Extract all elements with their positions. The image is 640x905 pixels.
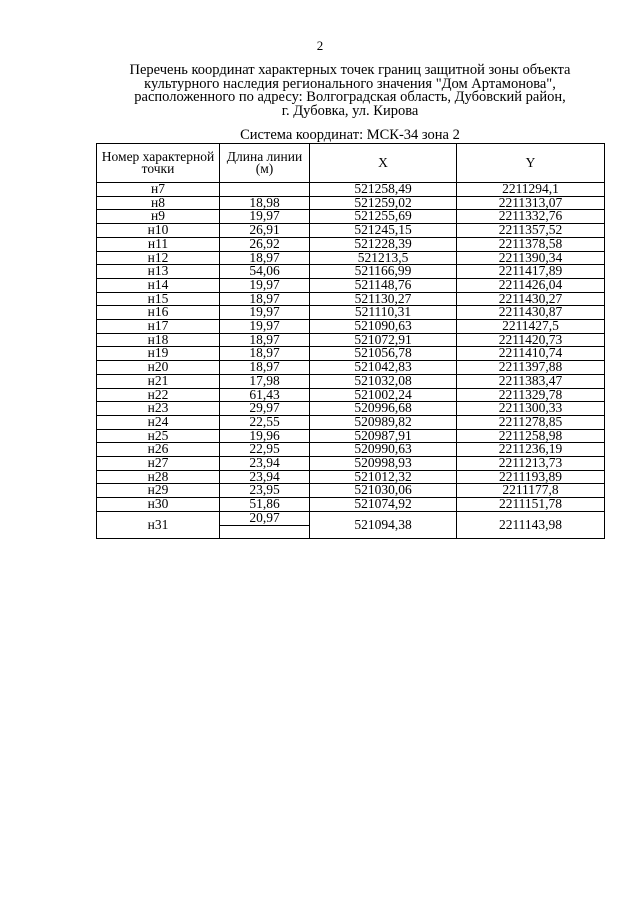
y-coordinate-cell: 2211390,34 <box>457 251 605 265</box>
x-coordinate-cell: 521245,15 <box>310 224 457 238</box>
line-length-cell: 18,97 <box>220 361 310 375</box>
y-coordinate-cell: 2211313,07 <box>457 196 605 210</box>
y-coordinate-cell: 2211332,76 <box>457 210 605 224</box>
line-length-cell: 29,97 <box>220 402 310 416</box>
x-coordinate-cell: 521074,92 <box>310 498 457 512</box>
line-length-cell: 22,95 <box>220 443 310 457</box>
line-length-cell: 61,43 <box>220 388 310 402</box>
line-length-cell: 20,97 <box>220 511 310 525</box>
y-coordinate-cell: 2211397,88 <box>457 361 605 375</box>
point-id-cell: н24 <box>97 415 220 429</box>
header-y: Y <box>457 144 605 183</box>
point-id-cell: н19 <box>97 347 220 361</box>
line-length-cell: 22,55 <box>220 415 310 429</box>
x-coordinate-cell: 520990,63 <box>310 443 457 457</box>
line-length-cell: 19,96 <box>220 429 310 443</box>
x-coordinate-cell: 521012,32 <box>310 470 457 484</box>
x-coordinate-cell: 521130,27 <box>310 292 457 306</box>
line-length-cell: 18,97 <box>220 347 310 361</box>
table-row <box>97 210 605 224</box>
y-coordinate-cell: 2211236,19 <box>457 443 605 457</box>
x-coordinate-cell: 521110,31 <box>310 306 457 320</box>
table-row <box>97 402 605 416</box>
x-coordinate-cell: 521255,69 <box>310 210 457 224</box>
point-id-cell: н25 <box>97 429 220 443</box>
point-id-cell: н11 <box>97 237 220 251</box>
x-coordinate-cell: 521090,63 <box>310 320 457 334</box>
title-line: расположенного по адресу: Волгоградская область, Дубовский район, <box>134 89 566 105</box>
x-coordinate-cell: 520989,82 <box>310 415 457 429</box>
table-row <box>97 320 605 334</box>
table-row <box>97 278 605 292</box>
table-row <box>97 511 605 525</box>
point-id-cell: н17 <box>97 320 220 334</box>
x-coordinate-cell: 521072,91 <box>310 333 457 347</box>
x-coordinate-cell: 520996,68 <box>310 402 457 416</box>
y-coordinate-cell: 2211278,85 <box>457 415 605 429</box>
y-coordinate-cell: 2211378,58 <box>457 237 605 251</box>
line-length-cell: 19,97 <box>220 306 310 320</box>
line-length-cell: 23,95 <box>220 484 310 498</box>
y-coordinate-cell: 2211151,78 <box>457 498 605 512</box>
line-length-cell: 18,97 <box>220 333 310 347</box>
y-coordinate-cell: 2211329,78 <box>457 388 605 402</box>
line-length-cell: 23,94 <box>220 457 310 471</box>
x-coordinate-cell: 521228,39 <box>310 237 457 251</box>
x-coordinate-cell: 521259,02 <box>310 196 457 210</box>
line-length-cell: 19,97 <box>220 278 310 292</box>
table-row <box>97 196 605 210</box>
x-coordinate-cell: 521213,5 <box>310 251 457 265</box>
table-row <box>97 361 605 375</box>
table-row <box>97 183 605 197</box>
table-body <box>97 183 605 539</box>
line-length-cell: 18,98 <box>220 196 310 210</box>
x-coordinate-cell: 520998,93 <box>310 457 457 471</box>
table-row <box>97 429 605 443</box>
length-cell-empty <box>220 183 310 197</box>
line-length-cell: 18,97 <box>220 292 310 306</box>
document-title <box>100 64 600 118</box>
point-id-cell: н7 <box>97 183 220 197</box>
y-coordinate-cell: 2211143,98 <box>457 511 605 538</box>
y-coordinate-cell: 2211430,87 <box>457 306 605 320</box>
point-id-cell: н18 <box>97 333 220 347</box>
y-coordinate-cell: 2211427,5 <box>457 320 605 334</box>
x-coordinate-cell: 521042,83 <box>310 361 457 375</box>
y-coordinate-cell: 2211193,89 <box>457 470 605 484</box>
header-line-length: Длина линии (м) <box>220 144 310 183</box>
point-id-cell: н8 <box>97 196 220 210</box>
y-coordinate-cell: 2211420,73 <box>457 333 605 347</box>
header-x: X <box>310 144 457 183</box>
point-id-cell: н14 <box>97 278 220 292</box>
table-row <box>97 237 605 251</box>
table-row <box>97 374 605 388</box>
line-length-cell: 54,06 <box>220 265 310 279</box>
table-row <box>97 333 605 347</box>
point-id-cell: н27 <box>97 457 220 471</box>
coordinates-table <box>96 143 605 539</box>
line-length-cell: 18,97 <box>220 251 310 265</box>
table-row <box>97 484 605 498</box>
table-row <box>97 224 605 238</box>
x-coordinate-cell: 521056,78 <box>310 347 457 361</box>
point-id-cell: н20 <box>97 361 220 375</box>
x-coordinate-cell: 521032,08 <box>310 374 457 388</box>
line-length-cell: 26,92 <box>220 237 310 251</box>
point-id-cell: н10 <box>97 224 220 238</box>
table-row <box>97 470 605 484</box>
point-id-cell: н13 <box>97 265 220 279</box>
table-row <box>97 292 605 306</box>
point-id-cell: н16 <box>97 306 220 320</box>
y-coordinate-cell: 2211410,74 <box>457 347 605 361</box>
x-coordinate-cell: 521002,24 <box>310 388 457 402</box>
coordinate-system-label: Система координат: МСК-34 зона 2 <box>240 127 460 143</box>
table-row <box>97 457 605 471</box>
y-coordinate-cell: 2211213,73 <box>457 457 605 471</box>
y-coordinate-cell: 2211258,98 <box>457 429 605 443</box>
table-row <box>97 415 605 429</box>
line-length-cell: 23,94 <box>220 470 310 484</box>
point-id-cell: н12 <box>97 251 220 265</box>
point-id-cell: н21 <box>97 374 220 388</box>
y-coordinate-cell: 2211383,47 <box>457 374 605 388</box>
table-row <box>97 265 605 279</box>
point-id-cell: н15 <box>97 292 220 306</box>
y-coordinate-cell: 2211357,52 <box>457 224 605 238</box>
y-coordinate-cell: 2211430,27 <box>457 292 605 306</box>
point-id-cell: н26 <box>97 443 220 457</box>
title-line: культурного наследия регионального значения "Дом Артамонова", <box>144 75 556 92</box>
point-id-cell: н30 <box>97 498 220 512</box>
page-number: 2 <box>316 38 324 53</box>
table-row <box>97 498 605 512</box>
length-cell-empty <box>220 525 310 539</box>
x-coordinate-cell: 521094,38 <box>310 511 457 538</box>
table-row <box>97 388 605 402</box>
line-length-cell: 19,97 <box>220 210 310 224</box>
table-row <box>97 443 605 457</box>
line-length-cell: 51,86 <box>220 498 310 512</box>
point-id-cell: н9 <box>97 210 220 224</box>
y-coordinate-cell: 2211300,33 <box>457 402 605 416</box>
header-point-number: Номер характерной точки <box>97 144 220 183</box>
point-id-cell: н23 <box>97 402 220 416</box>
y-coordinate-cell: 2211417,89 <box>457 265 605 279</box>
x-coordinate-cell: 520987,91 <box>310 429 457 443</box>
x-coordinate-cell: 521030,06 <box>310 484 457 498</box>
x-coordinate-cell: 521166,99 <box>310 265 457 279</box>
x-coordinate-cell: 521148,76 <box>310 278 457 292</box>
line-length-cell: 17,98 <box>220 374 310 388</box>
title-line: Перечень координат характерных точек границ защитной зоны объекта <box>129 62 571 78</box>
line-length-cell: 26,91 <box>220 224 310 238</box>
y-coordinate-cell: 2211177,8 <box>457 484 605 498</box>
point-id-cell: н22 <box>97 388 220 402</box>
title-line: г. Дубовка, ул. Кирова <box>281 102 419 119</box>
x-coordinate-cell: 521258,49 <box>310 183 457 197</box>
point-id-cell: н31 <box>97 511 220 538</box>
y-coordinate-cell: 2211294,1 <box>457 183 605 197</box>
table-header-row <box>97 144 605 183</box>
point-id-cell: н29 <box>97 484 220 498</box>
table-row <box>97 347 605 361</box>
table-row <box>97 251 605 265</box>
point-id-cell: н28 <box>97 470 220 484</box>
y-coordinate-cell: 2211426,04 <box>457 278 605 292</box>
line-length-cell: 19,97 <box>220 320 310 334</box>
table-row <box>97 306 605 320</box>
